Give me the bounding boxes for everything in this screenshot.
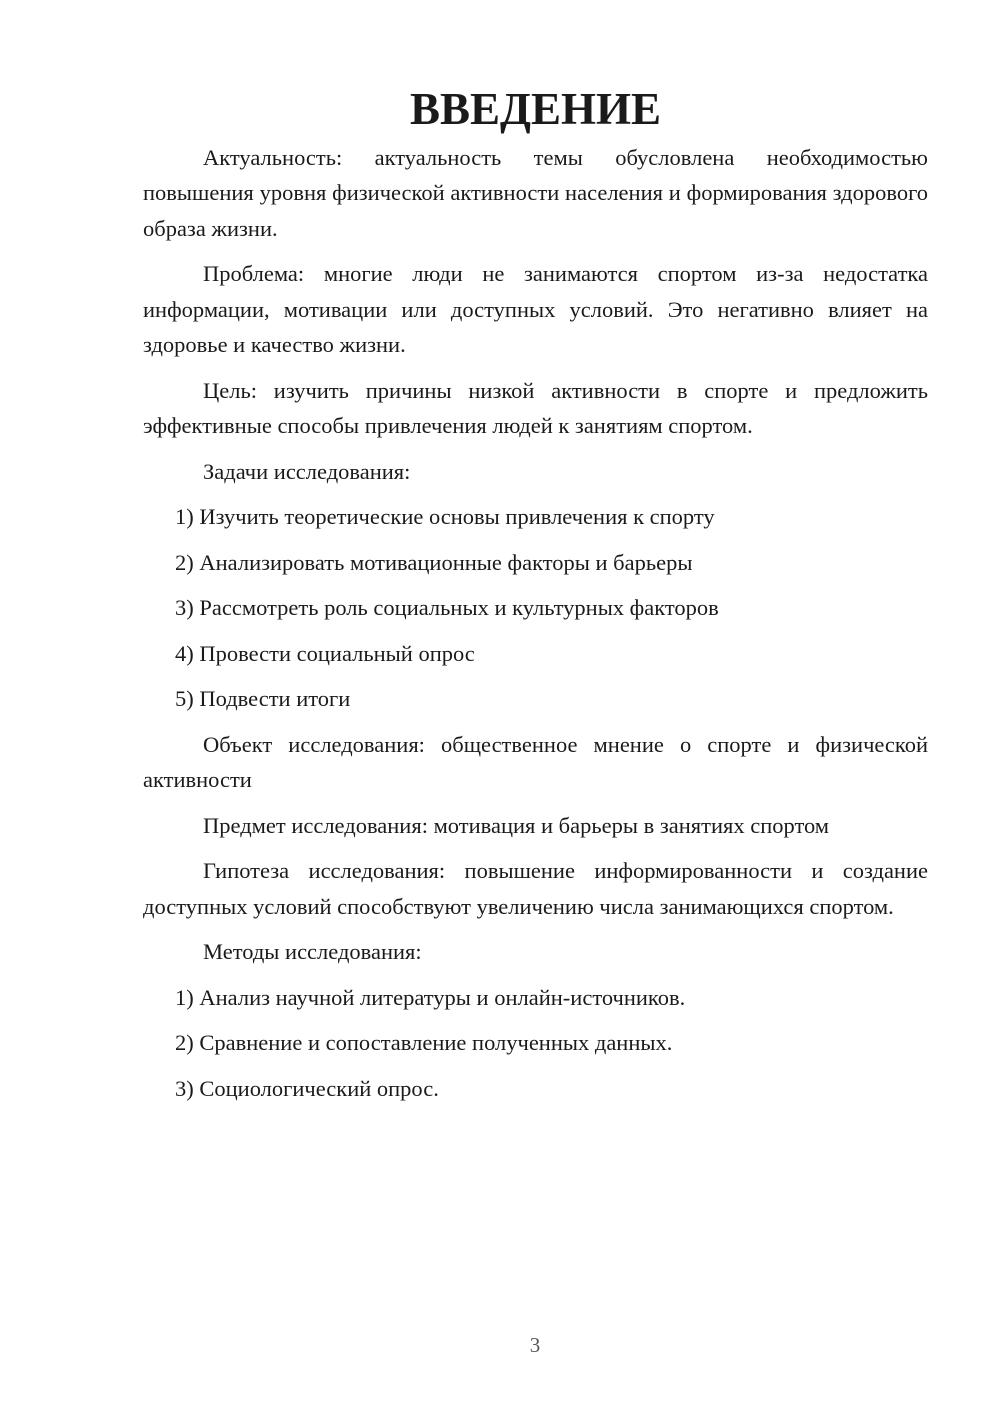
hypothesis-paragraph: Гипотеза исследования: повышение информированности и создание доступных условий способствуют увеличению числа занимающихся спортом.: [143, 858, 928, 919]
list-item: 5) Подвести итоги: [175, 686, 351, 711]
list-item: 3) Рассмотреть роль социальных и культурных факторов: [175, 595, 719, 620]
methods-heading: Методы исследования:: [203, 939, 422, 964]
tasks-heading: Задачи исследования:: [203, 458, 411, 484]
list-item: 2) Сравнение и сопоставление полученных данных.: [175, 1030, 673, 1055]
tasks-list: [143, 499, 928, 717]
subject-paragraph: Предмет исследования: мотивация и барьеры в занятиях спортом: [203, 812, 830, 838]
methods-list: [143, 980, 928, 1107]
page-number: 3: [529, 1333, 541, 1357]
list-item: 1) Анализ научной литературы и онлайн-источников.: [175, 984, 686, 1010]
list-item: 2) Анализировать мотивационные факторы и барьеры: [175, 549, 693, 575]
goal-paragraph: Цель: изучить причины низкой активности в спорте и предложить эффективные способы привлечения людей к занятиям спортом.: [143, 377, 928, 438]
list-item: 1) Изучить теоретические основы привлечения к спорту: [175, 504, 715, 529]
list-item: 4) Провести социальный опрос: [175, 640, 475, 666]
relevance-paragraph: Актуальность: актуальность темы обусловлена необходимостью повышения уровня физической активности населения и формирования здорового образа жизни.: [143, 144, 928, 241]
document-page: [143, 84, 928, 1116]
list-item: 3) Социологический опрос.: [175, 1075, 439, 1101]
object-paragraph: Объект исследования: общественное мнение о спорте и физической активности: [143, 731, 928, 792]
page-title: ВВЕДЕНИЕ: [409, 84, 662, 134]
problem-paragraph: Проблема: многие люди не занимаются спортом из-за недостатка информации, мотивации или доступных условий. Это негативно влияет на здоровье и качество жизни.: [143, 261, 928, 357]
